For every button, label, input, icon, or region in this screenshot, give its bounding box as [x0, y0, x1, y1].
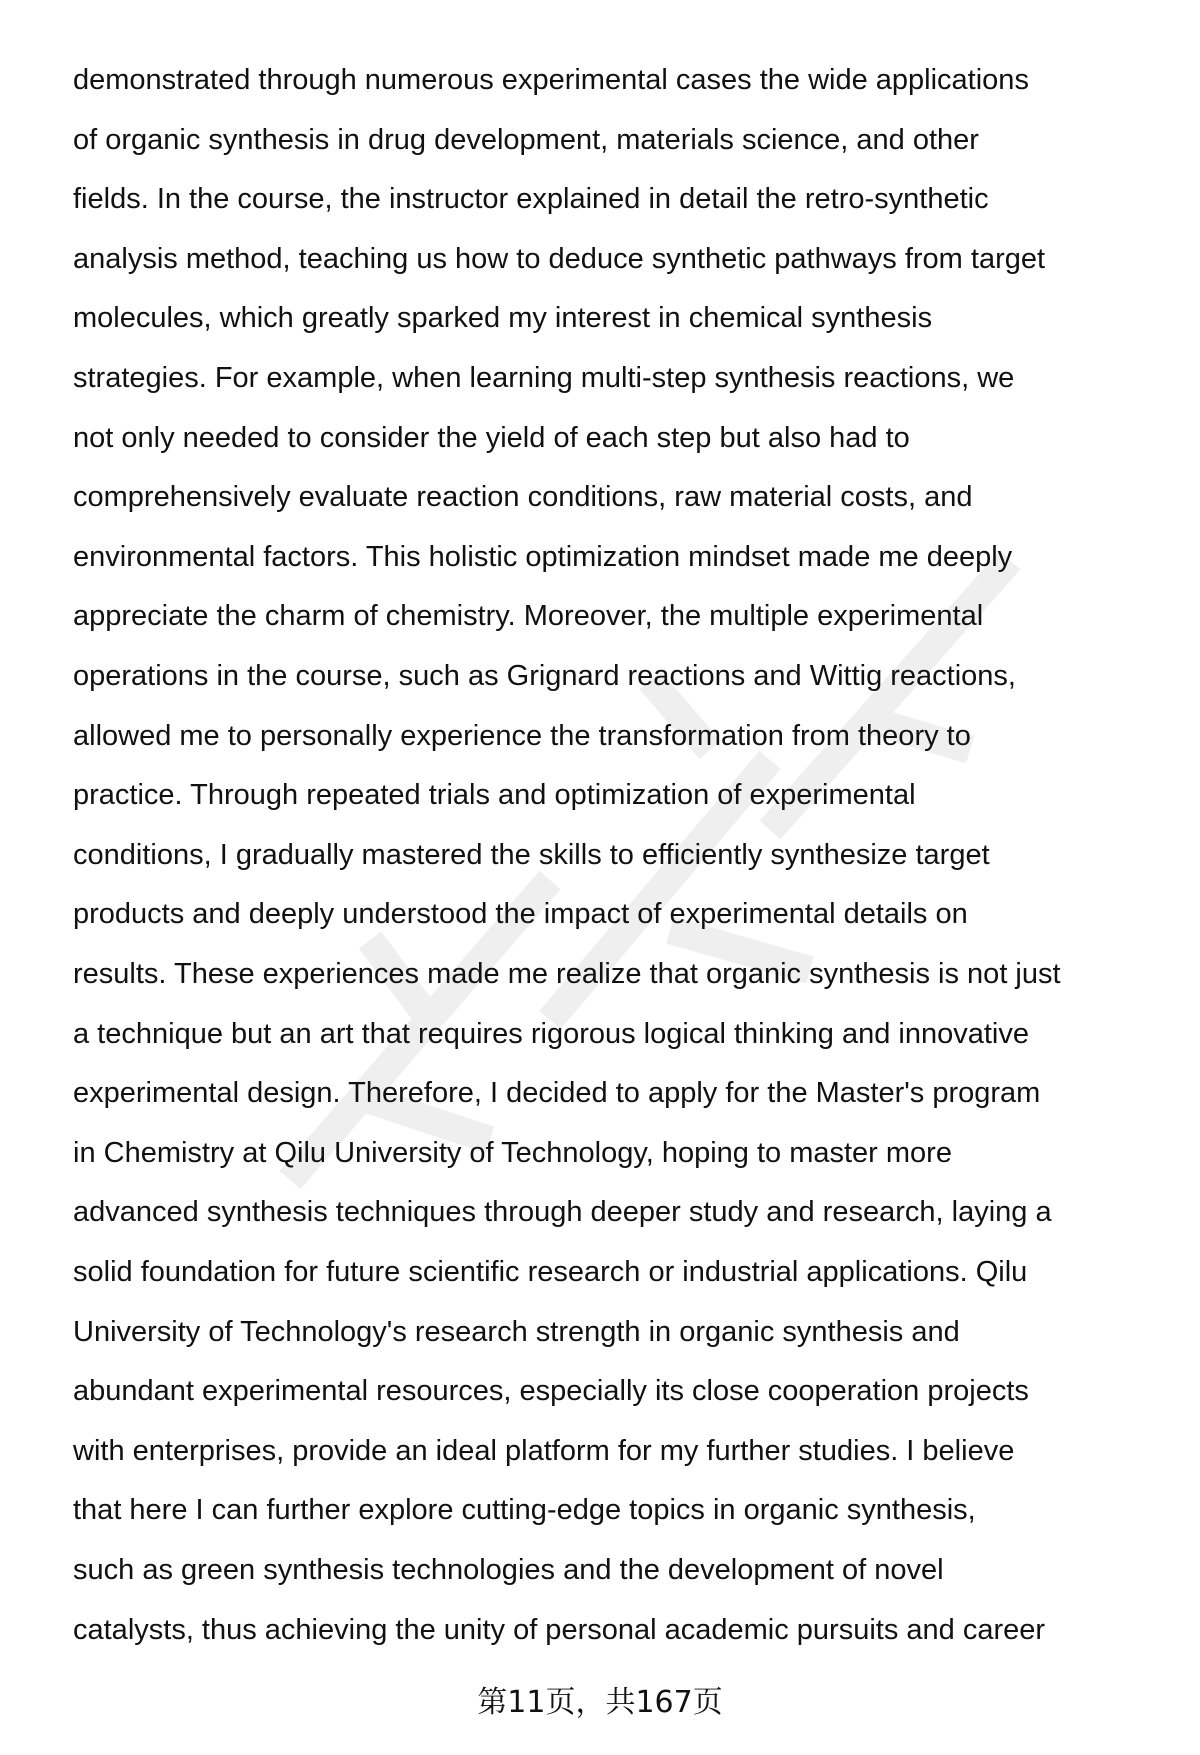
text-line: that here I can further explore cutting-edge topics in organic synthesis, [73, 1494, 976, 1527]
text-line: of organic synthesis in drug development, materials science, and other [73, 123, 979, 156]
text-line: solid foundation for future scientific research or industrial applications. Qilu [73, 1256, 1028, 1288]
text-line: catalysts, thus achieving the unity of personal academic pursuits and career [73, 1613, 1046, 1646]
text-line: abundant experimental resources, especially its close cooperation projects [73, 1375, 1029, 1408]
text-line: with enterprises, provide an ideal platform for my further studies. I believe [73, 1434, 1015, 1467]
page-number-footer: 第11页，共167页 [477, 1685, 723, 1720]
text-line: comprehensively evaluate reaction conditions, raw material costs, and [73, 481, 973, 514]
text-line: demonstrated through numerous experimental cases the wide applications [73, 64, 1029, 96]
text-line: conditions, I gradually mastered the skills to efficiently synthesize target [73, 838, 990, 871]
text-line: experimental design. Therefore, I decided to apply for the Master's program [73, 1077, 1041, 1110]
text-line: analysis method, teaching us how to deduce synthetic pathways from target [73, 242, 1046, 275]
text-line: environmental factors. This holistic optimization mindset made me deeply [73, 540, 1013, 573]
text-line: allowed me to personally experience the transformation from theory to [73, 719, 971, 752]
text-line: operations in the course, such as Grignard reactions and Wittig reactions, [73, 660, 1016, 692]
text-line: University of Technology's research strength in organic synthesis and [73, 1315, 960, 1348]
text-line: such as green synthesis technologies and the development of novel [73, 1554, 944, 1586]
text-line: fields. In the course, the instructor explained in detail the retro-synthetic [73, 183, 989, 216]
text-line: advanced synthesis techniques through deeper study and research, laying a [73, 1196, 1052, 1229]
text-line: results. These experiences made me realize that organic synthesis is not just [73, 958, 1061, 990]
text-line: molecules, which greatly sparked my interest in chemical synthesis [73, 302, 933, 335]
text-line: appreciate the charm of chemistry. Moreover, the multiple experimental [73, 600, 984, 633]
text-line: practice. Through repeated trials and optimization of experimental [73, 779, 916, 812]
text-line: strategies. For example, when learning multi-step synthesis reactions, we [73, 362, 1015, 394]
text-line: in Chemistry at Qilu University of Technology, hoping to master more [73, 1136, 952, 1169]
text-line: products and deeply understood the impact of experimental details on [73, 898, 968, 931]
text-line: not only needed to consider the yield of each step but also had to [73, 421, 910, 454]
text-line: a technique but an art that requires rigorous logical thinking and innovative [73, 1017, 1029, 1050]
